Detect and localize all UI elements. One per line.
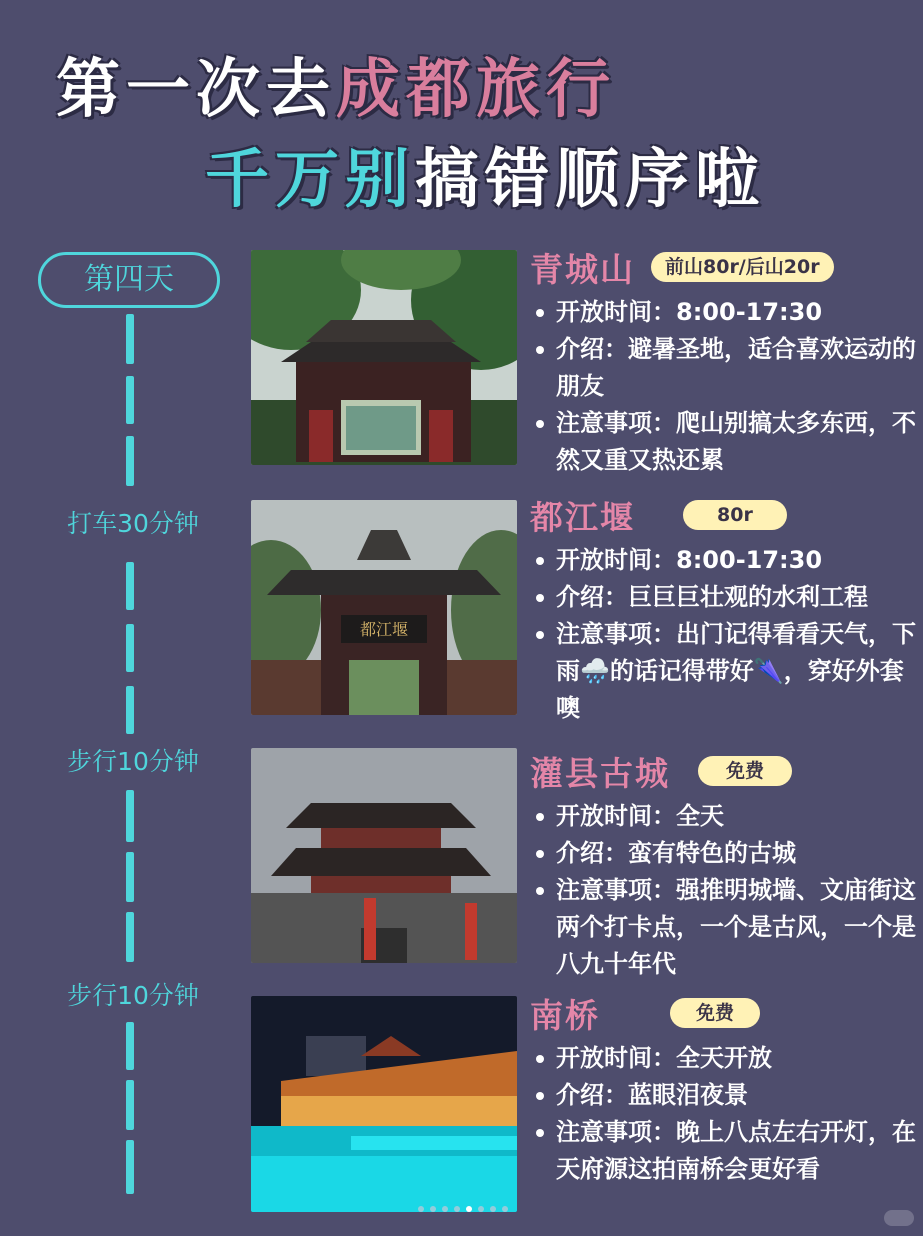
transit-label-3: 步行10分钟: [67, 981, 199, 1010]
timeline-dash: [126, 436, 134, 486]
list-item: 注意事项：强推明城墙、文庙街这两个打卡点，一个是古风，一个是八九十年代: [530, 872, 922, 983]
carousel-dots[interactable]: [418, 1206, 508, 1212]
day-label-pill: 第四天: [38, 252, 220, 308]
title-white-2: 搞错顺序啦: [415, 143, 765, 217]
list-item: 开放时间：全天: [530, 798, 922, 835]
price-badge: 免费: [670, 998, 760, 1028]
list-item: 介绍：巨巨巨壮观的水利工程: [530, 579, 922, 616]
spot-guanxian: [530, 748, 922, 983]
spot-info-list: [530, 1040, 922, 1188]
carousel-dot[interactable]: [454, 1206, 460, 1212]
timeline-dash: [126, 912, 134, 962]
carousel-dot[interactable]: [490, 1206, 496, 1212]
title-line-2: [205, 128, 765, 220]
title-cyan: 千万别: [205, 143, 415, 217]
list-item: 注意事项：晚上八点左右开灯，在天府源这拍南桥会更好看: [530, 1114, 922, 1188]
price-badge: 前山80r/后山20r: [651, 252, 834, 282]
price-badge: 免费: [698, 756, 792, 786]
transit-label-1: 打车30分钟: [67, 509, 199, 538]
timeline-dash: [126, 562, 134, 610]
timeline-dash: [126, 314, 134, 364]
spot-qingchengshan: [530, 244, 922, 479]
list-item: 注意事项：爬山别搞太多东西，不然又重又热还累: [530, 405, 922, 479]
transit-label-2: 步行10分钟: [67, 747, 199, 776]
title-white-1: 第一次去: [56, 53, 336, 127]
spot-nanqiao: [530, 990, 922, 1188]
list-item: 开放时间：8:00-17:30: [530, 294, 922, 331]
spot-info-list: [530, 294, 922, 479]
spot-name: 灌县古城: [530, 753, 670, 793]
list-item: 介绍：蛮有特色的古城: [530, 835, 922, 872]
spot-dujiangyan: [530, 492, 922, 727]
title-pink: 成都旅行: [336, 53, 616, 127]
spot-name: 南桥: [530, 995, 600, 1035]
list-item: 开放时间：8:00-17:30: [530, 542, 922, 579]
carousel-dot[interactable]: [442, 1206, 448, 1212]
timeline-dash: [126, 1022, 134, 1070]
list-item: 介绍：避暑圣地，适合喜欢运动的朋友: [530, 331, 922, 405]
timeline-dash: [126, 1140, 134, 1194]
dujiangyan-photo: [251, 500, 517, 715]
guanxian-photo: [251, 748, 517, 963]
carousel-dot[interactable]: [430, 1206, 436, 1212]
price-badge: 80r: [683, 500, 787, 530]
carousel-dot[interactable]: [418, 1206, 424, 1212]
timeline-dash: [126, 686, 134, 734]
spot-name: 青城山: [530, 249, 635, 289]
timeline-dash: [126, 1080, 134, 1130]
list-item: 介绍：蓝眼泪夜景: [530, 1077, 922, 1114]
timeline-dash: [126, 376, 134, 424]
qingchengshan-photo: [251, 250, 517, 465]
list-item: 注意事项：出门记得看看天气，下雨🌧️的话记得带好🌂，穿好外套噢: [530, 616, 922, 727]
title-line-1: [56, 38, 616, 130]
nanqiao-photo: [251, 996, 517, 1212]
carousel-dot[interactable]: [502, 1206, 508, 1212]
spot-info-list: [530, 798, 922, 983]
dujiangyan-sign-text: 都江堰: [359, 620, 409, 639]
spot-info-list: [530, 542, 922, 727]
watermark-logo: [884, 1210, 914, 1226]
carousel-dot[interactable]: [478, 1206, 484, 1212]
timeline-dash: [126, 790, 134, 842]
list-item: 开放时间：全天开放: [530, 1040, 922, 1077]
timeline-dash: [126, 624, 134, 672]
timeline-dash: [126, 852, 134, 902]
carousel-dot-active[interactable]: [466, 1206, 472, 1212]
spot-name: 都江堰: [530, 497, 635, 537]
